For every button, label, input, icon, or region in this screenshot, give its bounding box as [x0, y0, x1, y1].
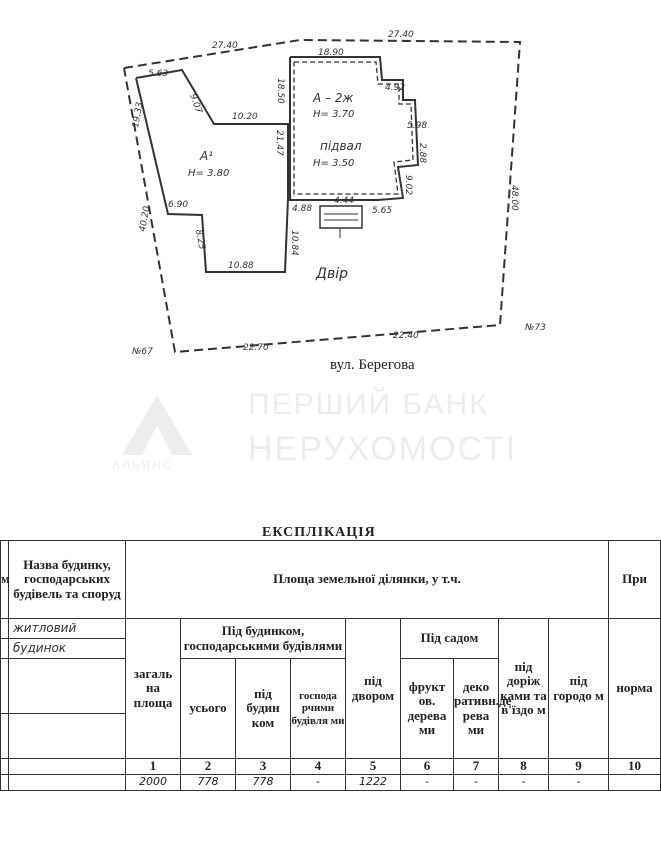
col-m-header: м [1, 541, 9, 619]
explication-title: ЕКСПЛІКАЦІЯ [262, 525, 376, 540]
street-name: вул. Берегова [330, 357, 415, 373]
value-cell: 778 [236, 775, 291, 791]
dim-label: 6.90 [168, 200, 189, 210]
dim-label: 48.00 [509, 185, 519, 211]
dim-label: 4.44 [334, 196, 355, 206]
column-number: 4 [291, 759, 346, 775]
h-roads: під доріж ками та в'їздо м [499, 619, 549, 759]
dim-label: 22.40 [393, 331, 419, 341]
dim-label: 18.50 [275, 78, 285, 104]
dim-label: 5.63 [148, 69, 169, 79]
value-cell [609, 775, 661, 791]
column-number: 2 [181, 759, 236, 775]
h-garden: Під садом [401, 619, 499, 659]
column-number: 3 [236, 759, 291, 775]
column-number: 8 [499, 759, 549, 775]
column-number: 1 [126, 759, 181, 775]
value-cell: 2000 [126, 775, 181, 791]
h-vegetable: під городо м [549, 619, 609, 759]
dim-label: 21.47 [274, 130, 284, 156]
neighbor-label: №67 [132, 347, 153, 357]
basement-height: H= 3.50 [313, 158, 355, 169]
value-cell: - [549, 775, 609, 791]
basement-outline [294, 62, 413, 194]
col-name-header: Назва будинку, господарських будівель та споруд [9, 541, 126, 619]
dim-label: 9.07 [187, 92, 204, 115]
h-total: загаль на площа [126, 619, 181, 759]
h-decor: деко ративн.де рева ми [454, 659, 499, 759]
column-number: 5 [346, 759, 401, 775]
building-name-1: житловий [9, 619, 126, 639]
explication-table [0, 540, 661, 791]
watermark-line-2: НЕРУХОМОСТІ [248, 430, 518, 468]
h-fruit: фрукт ов. дерева ми [401, 659, 454, 759]
value-cell: - [454, 775, 499, 791]
col-note-header: При [609, 541, 661, 619]
watermark-line-3: АЛЬЯНС [112, 458, 174, 472]
building-a2-outline [290, 57, 418, 200]
yard-label: Двір [316, 266, 348, 282]
value-cell: 778 [181, 775, 236, 791]
room-a2-label: A – 2ж [313, 91, 354, 105]
watermark-logo [122, 395, 192, 455]
watermark-line-1: ПЕРШИЙ БАНК [248, 388, 489, 421]
basement-label: підвал [320, 139, 362, 153]
value-cell: - [401, 775, 454, 791]
h-norm: норма [609, 619, 661, 759]
dim-label: 10.20 [232, 112, 258, 122]
dim-label: 5.98 [407, 121, 428, 131]
column-number: 7 [454, 759, 499, 775]
h-yard: під двором [346, 619, 401, 759]
dim-label: 19.33 [131, 101, 146, 129]
dim-label: 4.92 [385, 83, 406, 93]
dim-label: 8.25 [193, 228, 207, 251]
porch [320, 206, 362, 228]
dim-label: 40.20 [138, 205, 153, 233]
neighbor-label: №73 [525, 323, 546, 333]
value-cell: - [499, 775, 549, 791]
dim-label: 27.40 [212, 41, 238, 51]
value-cell: - [291, 775, 346, 791]
dim-label: 9.02 [403, 175, 413, 196]
dim-label: 22.70 [243, 343, 269, 353]
dim-label: 18.90 [318, 48, 344, 58]
building-name-2: будинок [9, 639, 126, 659]
column-number: 10 [609, 759, 661, 775]
column-number: 6 [401, 759, 454, 775]
dim-label: 10.88 [228, 261, 254, 271]
h-all: усього [181, 659, 236, 759]
col-area-header: Площа земельної ділянки, у т.ч. [126, 541, 609, 619]
dim-label: 10.84 [289, 230, 299, 256]
plot-boundary [124, 40, 520, 352]
room-a2-height: H= 3.70 [313, 109, 355, 120]
room-a1-height: H= 3.80 [188, 168, 230, 179]
h-under-house: під будин ком [236, 659, 291, 759]
h-under-buildings: Під будинком, господарськими будівлями [181, 619, 346, 659]
column-number: 9 [549, 759, 609, 775]
dim-label: 27.40 [388, 30, 414, 40]
dim-label: 2.88 [417, 143, 427, 164]
dim-label: 4.88 [292, 204, 313, 214]
room-a1-label: A¹ [200, 149, 214, 163]
dim-label: 5.65 [372, 206, 393, 216]
value-cell: 1222 [346, 775, 401, 791]
h-outbuildings: господа рчими будівля ми [291, 659, 346, 759]
